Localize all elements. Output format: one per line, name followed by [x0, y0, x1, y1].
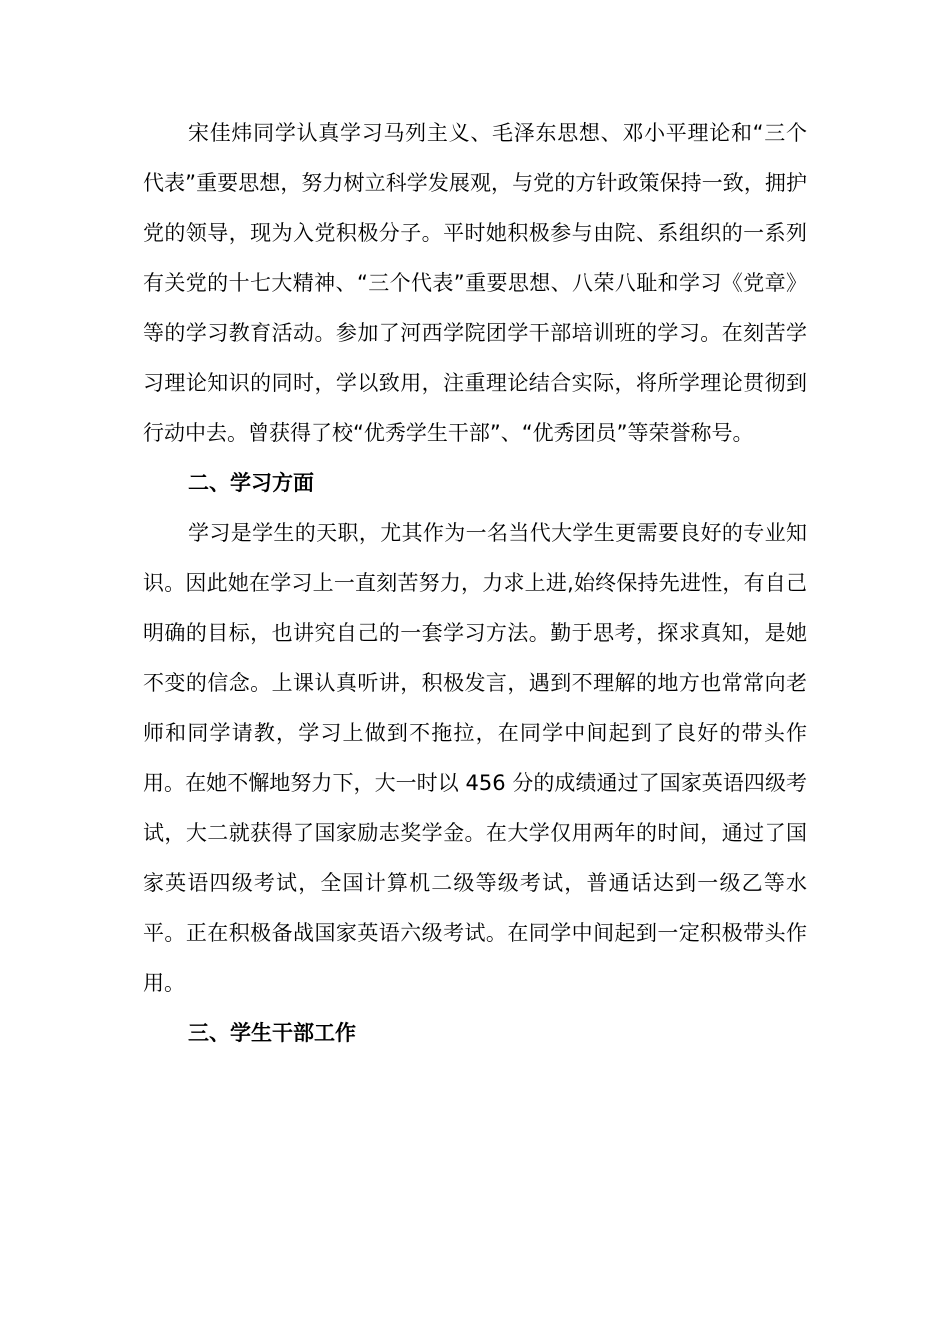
- section-heading-study: 二、学习方面: [188, 471, 314, 495]
- document-body: [143, 108, 807, 1058]
- section-heading-cadre-work: 三、学生干部工作: [188, 1021, 356, 1045]
- paragraph-study: 学习是学生的天职，尤其作为一名当代大学生更需要良好的专业知识。因此她在学习上一直刻苦努力，力求上进,始终保持先进性，有自己明确的目标，也讲究自己的一套学习方法。勤于思考，探求真知，是她不变的信念。上课认真听讲，积极发言，遇到不理解的地方也常常向老师和同学请教，学习上做到不拖拉，在同学中间起到了良好的带头作用。在她不懈地努力下，大一时以 456 分的成绩通过了国家英语四级考试，大二就获得了国家励志奖学金。在大学仅用两年的时间，通过了国家英语四级考试，全国计算机二级等级考试，普通话达到一级乙等水平。正在积极备战国家英语六级考试。在同学中间起到一定积极带头作用。: [143, 521, 807, 995]
- paragraph-political: 宋佳炜同学认真学习马列主义、毛泽东思想、邓小平理论和“三个代表”重要思想，努力树立科学发展观，与党的方针政策保持一致，拥护党的领导，现为入党积极分子。平时她积极参与由院、系组织的一系列有关党的十七大精神、“三个代表”重要思想、八荣八耻和学习《党章》等的学习教育活动。参加了河西学院团学干部培训班的学习。在刻苦学习理论知识的同时，学以致用，注重理论结合实际，将所学理论贯彻到行动中去。曾获得了校“优秀学生干部”、“优秀团员”等荣誉称号。: [143, 121, 807, 445]
